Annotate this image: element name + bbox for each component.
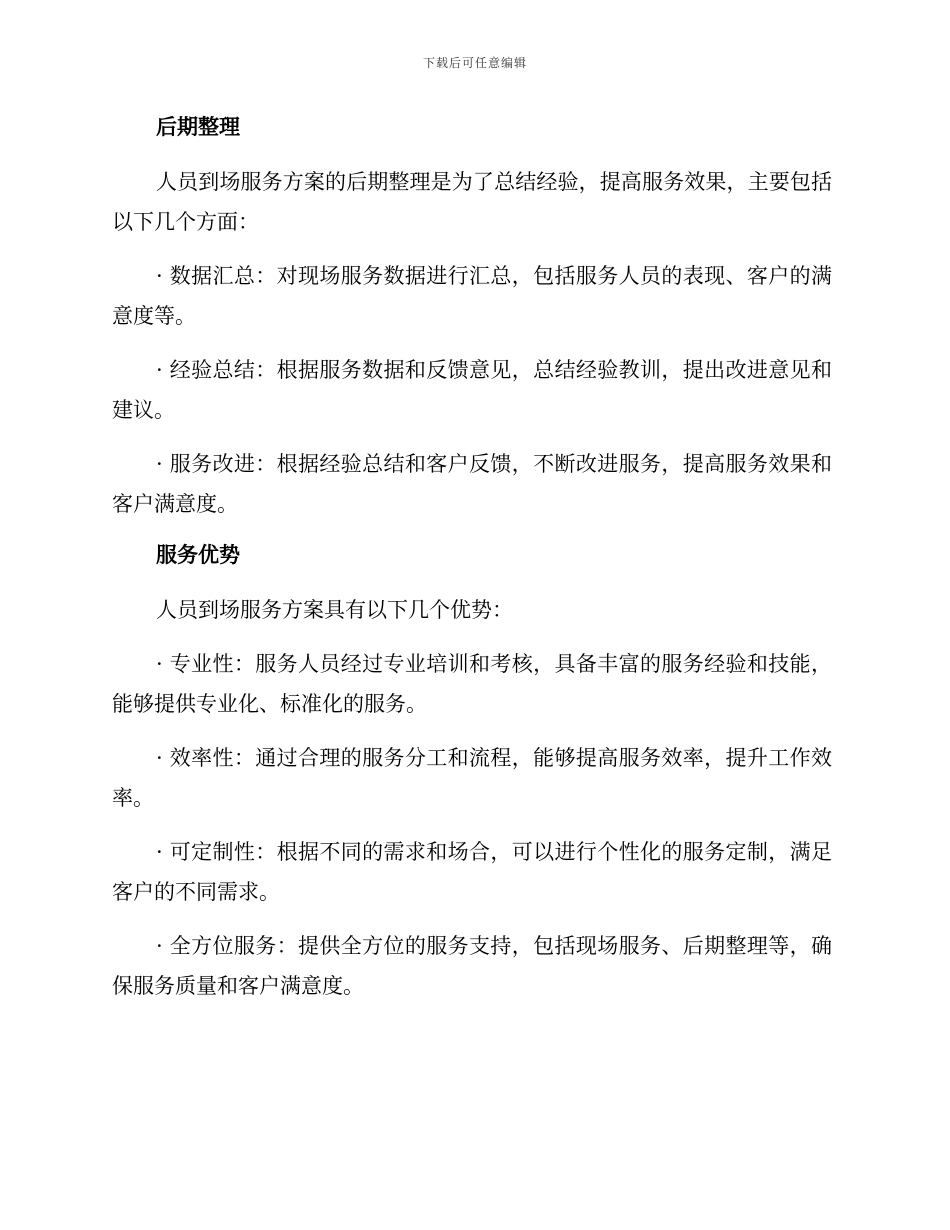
document-body (112, 110, 832, 1020)
section-heading-post-processing: 后期整理 (156, 115, 240, 139)
paragraph-intro-post-processing: 人员到场服务方案的后期整理是为了总结经验，提高服务效果，主要包括以下几个方面： (112, 170, 832, 234)
paragraph-data-summary: · 数据汇总：对现场服务数据进行汇总，包括服务人员的表现、客户的满意度等。 (112, 264, 832, 328)
paragraph-professionalism: · 专业性：服务人员经过专业培训和考核，具备丰富的服务经验和技能，能够提供专业化、标准化的服务。 (112, 652, 832, 716)
paragraph-experience-summary: · 经验总结：根据服务数据和反馈意见，总结经验教训，提出改进意见和建议。 (112, 358, 832, 422)
paragraph-intro-advantages: 人员到场服务方案具有以下几个优势： (156, 598, 513, 622)
header-note: 下载后可任意编辑 (422, 56, 527, 70)
paragraph-customizability: · 可定制性：根据不同的需求和场合，可以进行个性化的服务定制，满足客户的不同需求。 (112, 840, 832, 904)
section-heading-service-advantages: 服务优势 (156, 543, 240, 567)
paragraph-service-improvement: · 服务改进：根据经验总结和客户反馈，不断改进服务，提高服务效果和客户满意度。 (112, 452, 832, 516)
paragraph-full-service: · 全方位服务：提供全方位的服务支持，包括现场服务、后期整理等，确保服务质量和客户满意度。 (112, 934, 832, 998)
paragraph-efficiency: · 效率性：通过合理的服务分工和流程，能够提高服务效率，提升工作效率。 (112, 746, 832, 810)
